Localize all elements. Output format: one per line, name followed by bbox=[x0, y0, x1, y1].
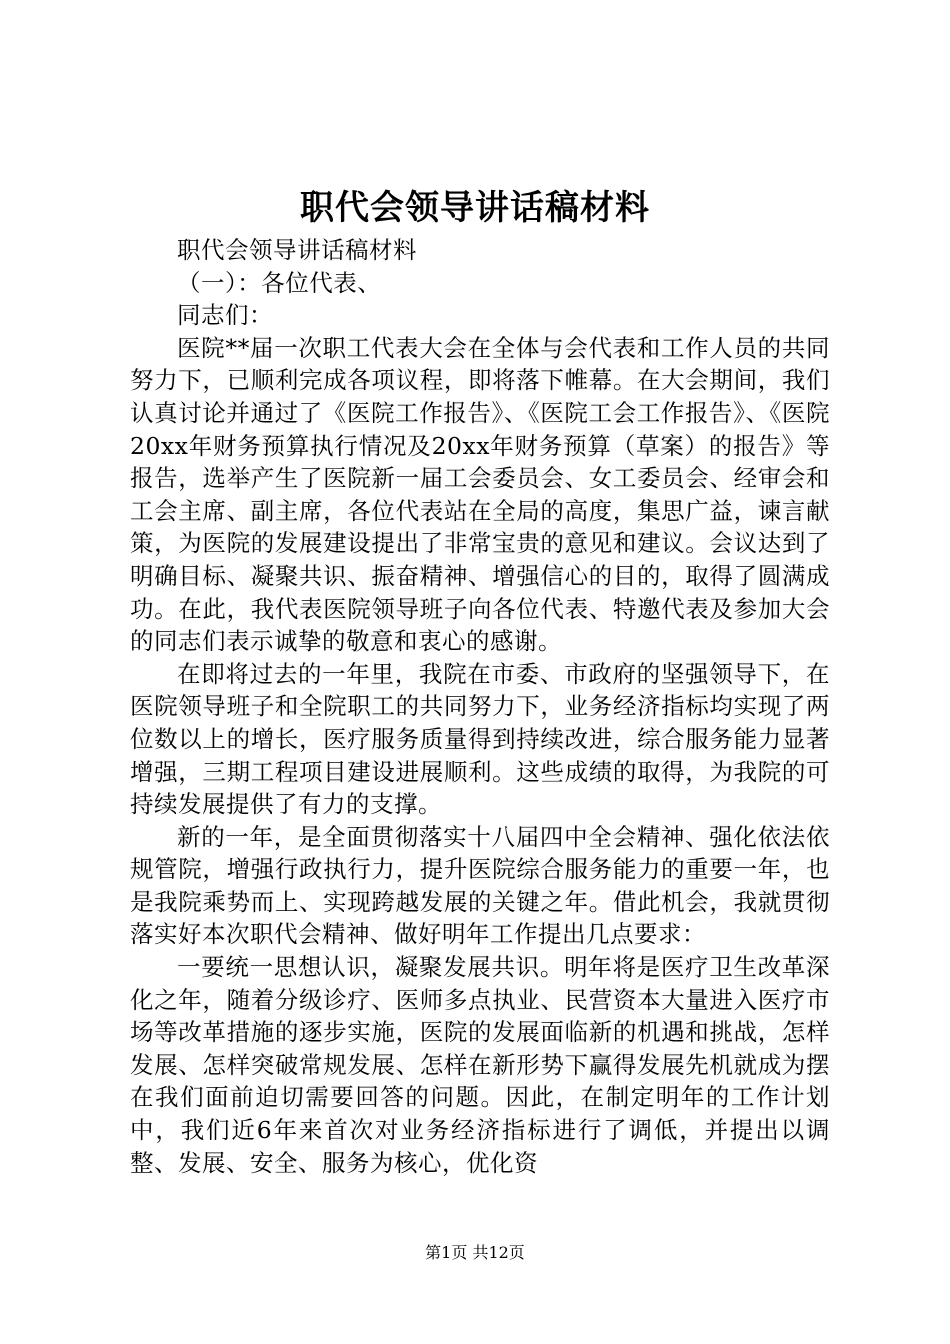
paragraph: 一要统一思想认识，凝聚发展共识。明年将是医疗卫生改革深化之年，随着分级诊疗、医师多点执业、民营资本大量进入医疗市场等改革措施的逐步实施，医院的发展面临新的机遇和挑战，怎样发展、怎样突破常规发展、怎样在新形势下赢得发展先机就成为摆在我们面前迫切需要回答的问题。因此，在制定明年的工作计划中，我们近6年来首次对业务经济指标进行了调低，并提出以调整、发展、安全、服务为核心，优化资 bbox=[130, 953, 830, 1177]
page-footer: 第1页 共12页 bbox=[425, 1243, 525, 1262]
paragraph: 医院**届一次职工代表大会在全体与会代表和工作人员的共同努力下，已顺利完成各项议程，即将落下帷幕。在大会期间，我们认真讨论并通过了《医院工作报告》、《医院工会工作报告》、《医院20xx年财务预算执行情况及20xx年财务预算（草案）的报告》等报告，选举产生了医院新一届工会委员会、女工委员会、经审会和工会主席、副主席，各位代表站在全局的高度，集思广益，谏言献策，为医院的发展建设提出了非常宝贵的意见和建议。会议达到了明确目标、凝聚共识、振奋精神、增强信心的目的，取得了圆满成功。在此，我代表医院领导班子向各位代表、特邀代表及参加大会的同志们表示诚挚的敬意和衷心的感谢。 bbox=[130, 333, 830, 656]
paragraph-section-label: （一）：各位代表、 bbox=[177, 268, 382, 297]
page-title: 职代会领导讲话稿材料 bbox=[300, 188, 650, 228]
paragraph: 在即将过去的一年里，我院在市委、市政府的坚强领导下，在医院领导班子和全院职工的共同努力下，业务经济指标均实现了两位数以上的增长，医疗服务质量得到持续改进，综合服务能力显著增强，三期工程项目建设进展顺利。这些成绩的取得，为我院的可持续发展提供了有力的支撑。 bbox=[130, 659, 830, 819]
document-body bbox=[130, 234, 830, 1179]
paragraph: 新的一年，是全面贯彻落实十八届四中全会精神、强化依法依规管院，增强行政执行力，提升医院综合服务能力的重要一年，也是我院乘势而上、实现跨越发展的关键之年。借此机会，我就贯彻落实好本次职代会精神、做好明年工作提出几点要求： bbox=[130, 822, 830, 949]
paragraph-salutation: 同志们： bbox=[177, 301, 273, 330]
paragraph-subtitle: 职代会领导讲话稿材料 bbox=[177, 236, 417, 264]
